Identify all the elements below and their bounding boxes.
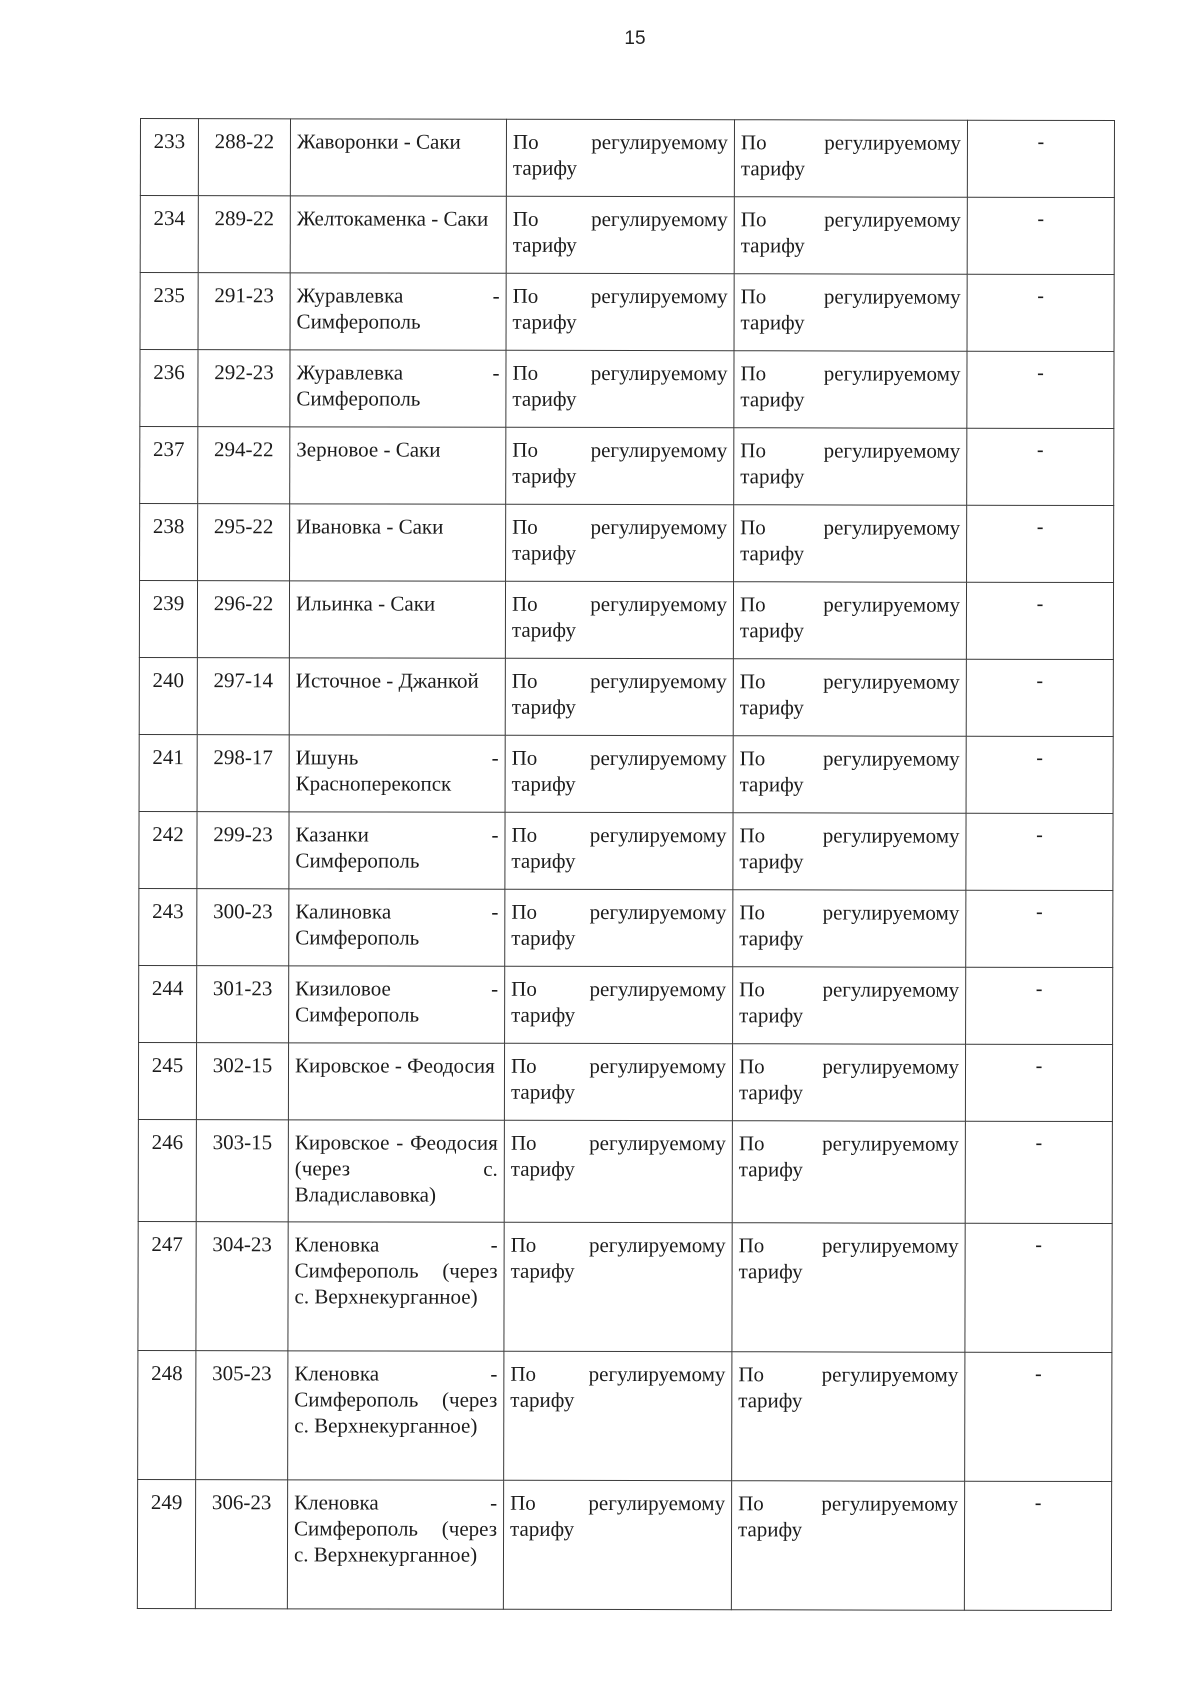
row-number-cell: 246 — [138, 1119, 196, 1221]
tariff-cell: По регулируемому тарифу — [732, 1352, 965, 1481]
tariff-cell: По регулируемому тарифу — [734, 351, 967, 428]
dash-cell: - — [966, 736, 1113, 813]
tariff-cell: По регулируемому тарифу — [732, 1121, 965, 1223]
route-name-cell: Ильинка - Саки — [289, 581, 505, 658]
tariff-cell: По регулируемому тарифу — [506, 427, 734, 504]
route-name-cell: Калиновка - Симферополь — [289, 889, 505, 966]
dash-cell: - — [965, 1352, 1112, 1481]
table-row — [140, 119, 1114, 198]
route-name-cell: Ивановка - Саки — [290, 504, 506, 581]
routes-table — [137, 118, 1115, 1611]
table-row — [140, 273, 1114, 352]
table-row — [139, 581, 1113, 660]
route-name-cell: Кленовка - Симферополь (через с. Верхнекурганное) — [288, 1351, 504, 1480]
dash-cell: - — [967, 274, 1114, 351]
table-row — [139, 965, 1113, 1044]
registration-number-cell: 296-22 — [197, 581, 289, 658]
dash-cell: - — [965, 1121, 1112, 1223]
routes-table-body — [137, 119, 1114, 1611]
route-name-cell: Зерновое - Саки — [290, 427, 506, 504]
tariff-cell: По регулируемому тарифу — [505, 658, 733, 735]
table-row — [140, 350, 1114, 429]
table-row — [137, 1479, 1111, 1610]
tariff-cell: По регулируемому тарифу — [506, 196, 734, 273]
tariff-cell: По регулируемому тарифу — [504, 1120, 732, 1222]
dash-cell: - — [967, 428, 1114, 505]
tariff-cell: По регулируемому тарифу — [503, 1480, 731, 1609]
table-row — [140, 196, 1114, 275]
route-name-cell: Кленовка - Симферополь (через с. Верхнекурганное) — [287, 1480, 503, 1609]
tariff-cell: По регулируемому тарифу — [505, 812, 733, 889]
tariff-cell: По регулируемому тарифу — [734, 505, 967, 582]
tariff-cell: По регулируемому тарифу — [505, 966, 733, 1043]
registration-number-cell: 303-15 — [196, 1120, 288, 1222]
dash-cell: - — [966, 813, 1113, 890]
route-name-cell: Кленовка - Симферополь (через с. Верхнекурганное) — [288, 1222, 504, 1351]
route-name-cell: Журавлевка - Симферополь — [290, 350, 506, 427]
tariff-cell: По регулируемому тарифу — [504, 1222, 732, 1351]
tariff-cell: По регулируемому тарифу — [506, 119, 734, 196]
row-number-cell: 233 — [140, 119, 198, 196]
tariff-cell: По регулируемому тарифу — [733, 659, 966, 736]
table-row — [139, 811, 1113, 890]
registration-number-cell: 302-15 — [196, 1043, 288, 1120]
tariff-cell: По регулируемому тарифу — [733, 967, 966, 1044]
tariff-cell: По регулируемому тарифу — [731, 1481, 964, 1610]
route-name-cell: Кировское - Феодосия — [288, 1043, 504, 1120]
row-number-cell: 240 — [139, 657, 197, 734]
registration-number-cell: 301-23 — [197, 966, 289, 1043]
registration-number-cell: 292-23 — [198, 350, 290, 427]
dash-cell: - — [967, 351, 1114, 428]
table-row — [138, 1221, 1112, 1352]
table-row — [140, 504, 1114, 583]
registration-number-cell: 291-23 — [198, 273, 290, 350]
dash-cell: - — [967, 120, 1114, 197]
registration-number-cell: 304-23 — [196, 1222, 288, 1351]
tariff-cell: По регулируемому тарифу — [506, 350, 734, 427]
page-number: 15 — [624, 28, 646, 49]
dash-cell: - — [965, 1223, 1112, 1352]
registration-number-cell: 305-23 — [196, 1351, 288, 1480]
tariff-cell: По регулируемому тарифу — [504, 1043, 732, 1120]
tariff-cell: По регулируемому тарифу — [734, 197, 967, 274]
row-number-cell: 247 — [138, 1221, 196, 1350]
registration-number-cell: 288-22 — [198, 119, 290, 196]
table-row — [139, 734, 1113, 813]
tariff-cell: По регулируемому тарифу — [733, 736, 966, 813]
table-row — [138, 1042, 1112, 1121]
row-number-cell: 234 — [140, 196, 198, 273]
dash-cell: - — [967, 505, 1114, 582]
route-name-cell: Кизиловое - Симферополь — [289, 966, 505, 1043]
registration-number-cell: 300-23 — [197, 889, 289, 966]
registration-number-cell: 295-22 — [198, 504, 290, 581]
row-number-cell: 248 — [138, 1350, 196, 1479]
tariff-cell: По регулируемому тарифу — [732, 1044, 965, 1121]
tariff-cell: По регулируемому тарифу — [505, 735, 733, 812]
dash-cell: - — [966, 659, 1113, 736]
tariff-cell: По регулируемому тарифу — [506, 504, 734, 581]
tariff-cell: По регулируемому тарифу — [734, 274, 967, 351]
tariff-cell: По регулируемому тарифу — [733, 582, 966, 659]
table-row — [138, 1350, 1112, 1481]
registration-number-cell: 294-22 — [198, 427, 290, 504]
registration-number-cell: 297-14 — [197, 658, 289, 735]
route-name-cell: Кировское - Феодосия (через с. Владиславовка) — [288, 1120, 504, 1222]
tariff-cell: По регулируемому тарифу — [734, 428, 967, 505]
row-number-cell: 238 — [140, 504, 198, 581]
route-name-cell: Жаворонки - Саки — [290, 119, 506, 196]
row-number-cell: 242 — [139, 811, 197, 888]
dash-cell: - — [967, 197, 1114, 274]
route-name-cell: Источное - Джанкой — [289, 658, 505, 735]
route-name-cell: Желтокаменка - Саки — [290, 196, 506, 273]
row-number-cell: 243 — [139, 888, 197, 965]
tariff-cell: По регулируемому тарифу — [505, 889, 733, 966]
tariff-cell: По регулируемому тарифу — [733, 890, 966, 967]
dash-cell: - — [964, 1481, 1111, 1610]
dash-cell: - — [966, 967, 1113, 1044]
tariff-cell: По регулируемому тарифу — [734, 120, 967, 197]
table-row — [139, 888, 1113, 967]
registration-number-cell: 299-23 — [197, 812, 289, 889]
registration-number-cell: 298-17 — [197, 735, 289, 812]
route-name-cell: Казанки - Симферополь — [289, 812, 505, 889]
tariff-cell: По регулируемому тарифу — [504, 1351, 732, 1480]
registration-number-cell: 289-22 — [198, 196, 290, 273]
dash-cell: - — [965, 1044, 1112, 1121]
row-number-cell: 244 — [139, 965, 197, 1042]
table-row — [140, 427, 1114, 506]
registration-number-cell: 306-23 — [195, 1480, 287, 1609]
row-number-cell: 236 — [140, 350, 198, 427]
route-name-cell: Ишунь - Красноперекопск — [289, 735, 505, 812]
row-number-cell: 241 — [139, 734, 197, 811]
row-number-cell: 245 — [138, 1042, 196, 1119]
table-row — [138, 1119, 1112, 1223]
dash-cell: - — [966, 890, 1113, 967]
dash-cell: - — [966, 582, 1113, 659]
tariff-cell: По регулируемому тарифу — [505, 581, 733, 658]
row-number-cell: 237 — [140, 427, 198, 504]
row-number-cell: 249 — [137, 1479, 195, 1608]
tariff-cell: По регулируемому тарифу — [732, 1223, 965, 1352]
row-number-cell: 239 — [139, 581, 197, 658]
row-number-cell: 235 — [140, 273, 198, 350]
tariff-cell: По регулируемому тарифу — [733, 813, 966, 890]
tariff-cell: По регулируемому тарифу — [506, 273, 734, 350]
table-row — [139, 657, 1113, 736]
route-name-cell: Журавлевка - Симферополь — [290, 273, 506, 350]
